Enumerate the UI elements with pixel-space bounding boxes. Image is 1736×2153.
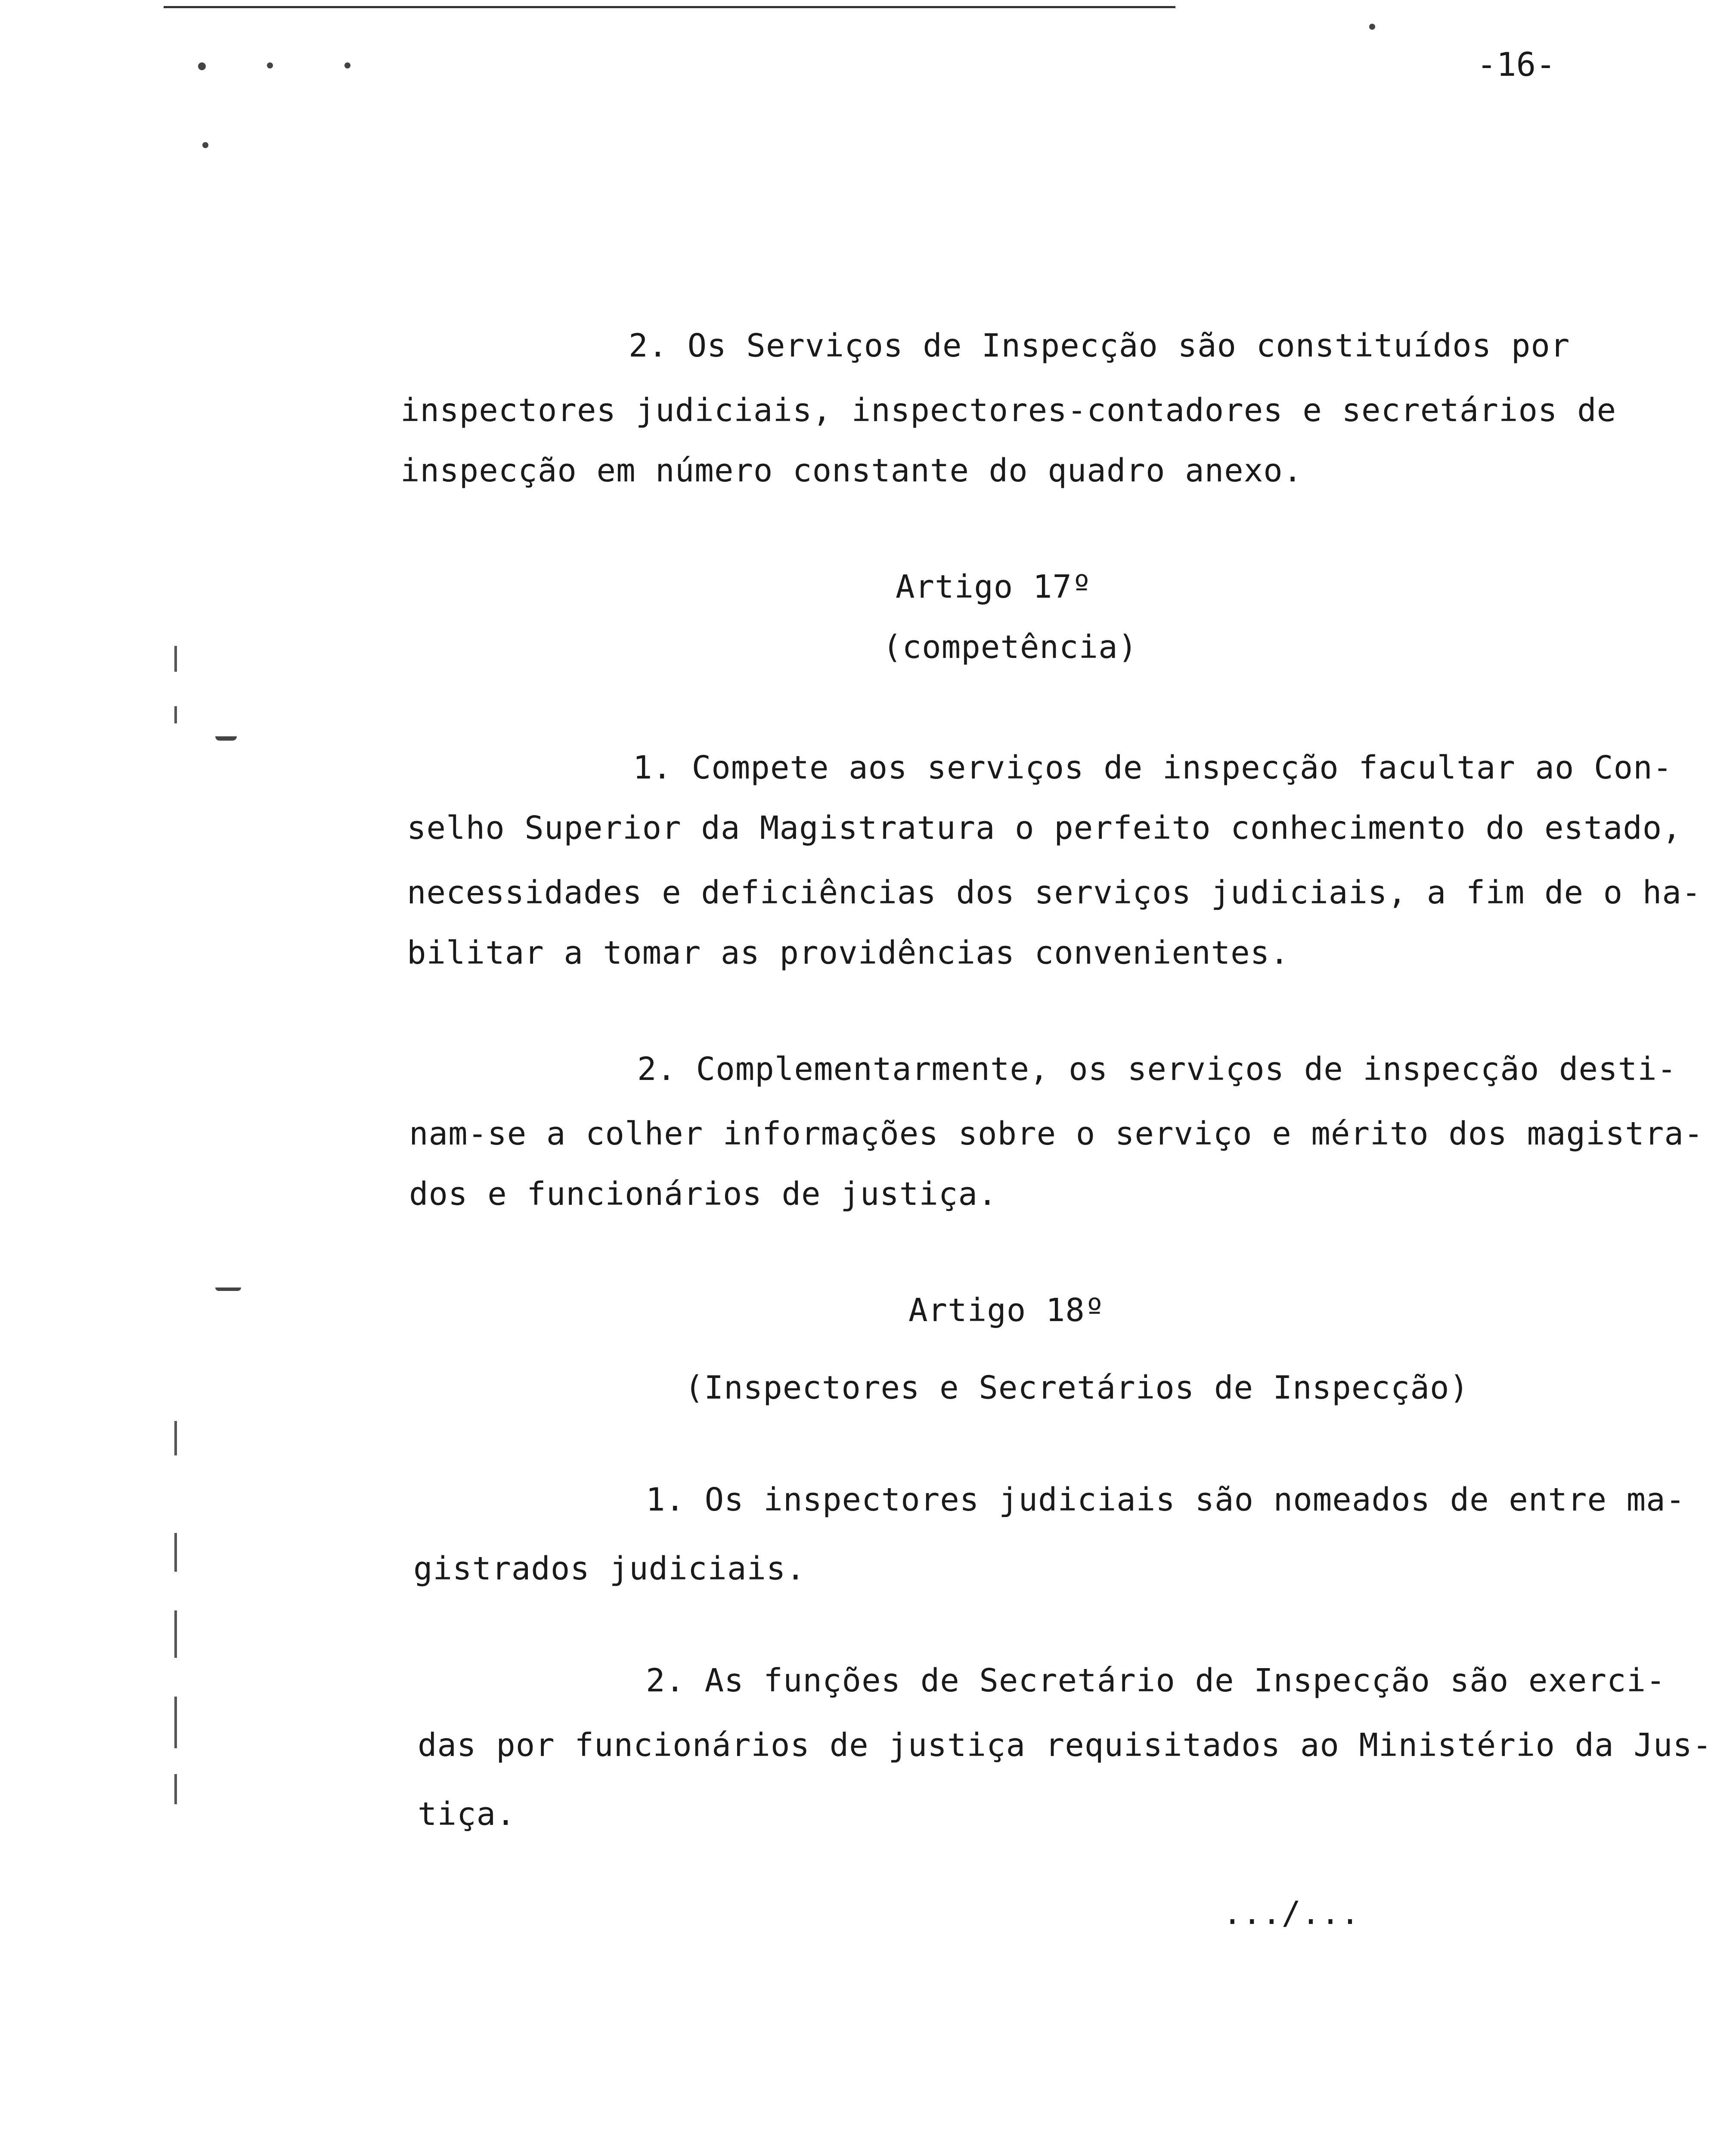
margin-mark xyxy=(174,646,177,672)
margin-mark xyxy=(174,1774,177,1804)
paragraph-line: 2. Os Serviços de Inspecção são constituídos por xyxy=(629,327,1570,364)
article-18-title: Artigo 18º xyxy=(908,1292,1105,1329)
paragraph-line: gistrados judiciais. xyxy=(413,1550,806,1587)
paragraph-line: tiça. xyxy=(418,1796,516,1833)
margin-mark xyxy=(174,1610,177,1658)
top-rule xyxy=(164,6,1175,8)
paragraph-line: dos e funcionários de justiça. xyxy=(409,1176,998,1213)
margin-mark xyxy=(174,706,177,723)
paragraph-line: necessidades e deficiências dos serviços judiciais, a fim de o ha- xyxy=(407,874,1702,911)
paragraph-line: nam-se a colher informações sobre o serviço e mérito dos magistra- xyxy=(409,1115,1704,1152)
margin-mark xyxy=(174,1421,177,1455)
margin-mark xyxy=(174,1697,177,1748)
article-17-title: Artigo 17º xyxy=(896,568,1092,605)
paragraph-line: 2. As funções de Secretário de Inspecção são exerci- xyxy=(646,1662,1666,1699)
paragraph-line: bilitar a tomar as providências convenientes. xyxy=(407,934,1290,971)
margin-mark xyxy=(174,1533,177,1572)
scan-speck xyxy=(215,736,237,741)
paragraph-line: 1. Compete aos serviços de inspecção facultar ao Con- xyxy=(633,749,1673,786)
scan-speck xyxy=(1369,24,1375,30)
paragraph-line: 1. Os inspectores judiciais são nomeados de entre ma- xyxy=(646,1481,1686,1518)
continuation-mark: .../... xyxy=(1223,1895,1360,1932)
paragraph-line: 2. Complementarmente, os serviços de inspecção desti- xyxy=(637,1051,1677,1088)
paragraph-line: inspectores judiciais, inspectores-contadores e secretários de xyxy=(400,392,1617,429)
scan-speck xyxy=(198,62,206,70)
scan-speck xyxy=(215,1287,241,1291)
paragraph-line: inspecção em número constante do quadro anexo. xyxy=(400,452,1303,489)
scan-speck xyxy=(267,62,273,68)
article-18-subtitle: (Inspectores e Secretários de Inspecção) xyxy=(685,1369,1469,1406)
article-17-subtitle: (competência) xyxy=(883,629,1138,666)
paragraph-line: selho Superior da Magistratura o perfeito conhecimento do estado, xyxy=(407,810,1682,847)
paragraph-line: das por funcionários de justiça requisitados ao Ministério da Jus- xyxy=(418,1727,1712,1764)
scan-speck xyxy=(344,62,350,68)
scan-speck xyxy=(202,142,208,148)
page-number: -16- xyxy=(1477,45,1556,84)
